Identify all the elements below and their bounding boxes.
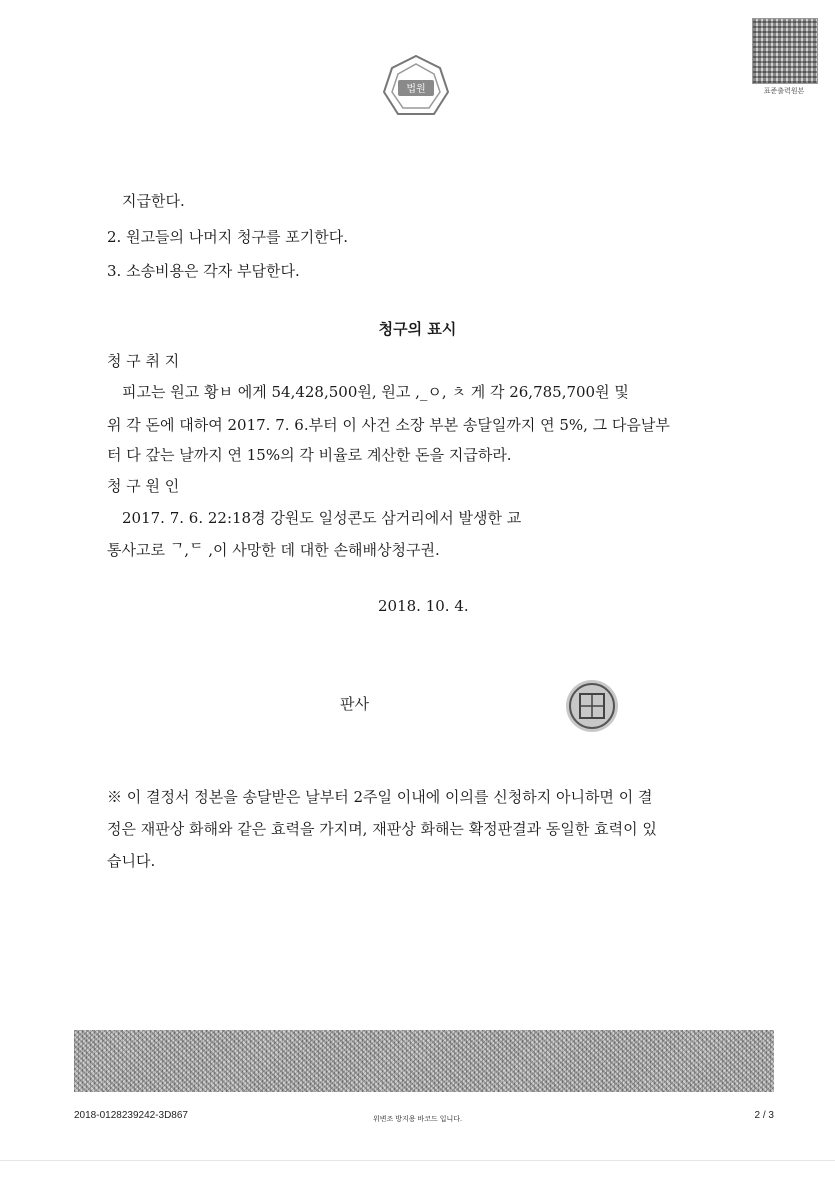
order-line-3: 3. 소송비용은 각자 부담한다. [107, 262, 300, 280]
qr-caption: 표준출력원본 [763, 87, 805, 95]
notice-line-3: 습니다. [107, 852, 156, 870]
claim-purpose-label: 청 구 취 지 [107, 352, 180, 370]
claim-cause-line-2: 통사고로 ᄀ,ᄃ ,이 사망한 데 대한 손해배상청구권. [107, 541, 440, 559]
claim-cause-line-1: 2017. 7. 6. 22:18경 강원도 일성콘도 삼거리에서 발생한 교 [122, 509, 522, 527]
notice-line-2: 정은 재판상 화해와 같은 효력을 가지며, 재판상 화해는 확정판결과 동일한 효력이 있 [107, 820, 657, 838]
claim-purpose-line-1: 피고는 원고 황ㅂ 에게 54,428,500원, 원고 ,_ㅇ, ㅊ 게 각 26,785,700원 및 [122, 383, 629, 401]
claim-cause-label: 청 구 원 인 [107, 477, 180, 495]
document-id: 2018-0128239242-3D867 [74, 1110, 188, 1121]
order-line-continuation: 지급한다. [122, 192, 185, 210]
anti-forgery-barcode [74, 1030, 774, 1092]
qr-code [752, 18, 818, 84]
section-title: 청구의 표시 [378, 320, 457, 338]
decision-date: 2018. 10. 4. [378, 597, 469, 615]
page-number: 2 / 3 [754, 1110, 774, 1121]
notice-line-1: ※ 이 결정서 정본을 송달받은 날부터 2주일 이내에 이의를 신청하지 아니하면 이 결 [107, 788, 653, 806]
claim-purpose-line-2: 위 각 돈에 대하여 2017. 7. 6.부터 이 사건 소장 부본 송달일까지 연 5%, 그 다음날부 [107, 416, 670, 434]
claim-purpose-line-3: 터 다 갚는 날까지 연 15%의 각 비율로 계산한 돈을 지급하라. [107, 446, 512, 464]
order-line-2: 2. 원고들의 나머지 청구를 포기한다. [107, 228, 349, 246]
court-emblem-icon [376, 52, 456, 122]
emblem-text: 법원 [406, 84, 426, 95]
judge-label: 판사 [340, 695, 369, 713]
bottom-rule [0, 1160, 835, 1161]
barcode-note: 위변조 방지용 바코드 입니다. [373, 1116, 462, 1123]
judge-seal-icon [562, 676, 622, 736]
